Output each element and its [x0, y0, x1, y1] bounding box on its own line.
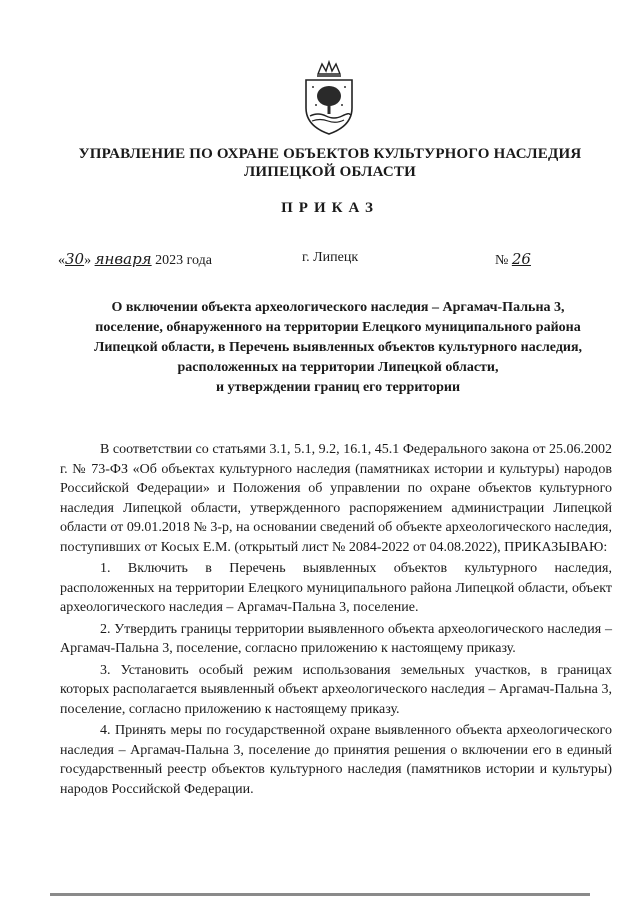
date-month: января: [94, 250, 152, 268]
heading-line: расположенных на территории Липецкой области,: [177, 360, 499, 375]
document-type: ПРИКАЗ: [281, 200, 379, 216]
date-open-quote: «: [58, 253, 65, 268]
order-item-4: 4. Принять меры по государственной охране выявленного объекта археологического наследия – Аргамач-Пальна 3, поселение до принятия решения о включении его в единый государственный реестр объектов культурного наследия (памятников истории и культуры) народов Российской Федерации.: [60, 723, 612, 797]
date-day: 30: [65, 250, 85, 268]
heading-line: О включении объекта археологического наследия – Аргамач-Пальна 3,: [111, 300, 565, 315]
number-label: №: [495, 253, 509, 268]
order-heading: [58, 298, 618, 398]
scan-edge-divider: [50, 893, 590, 896]
preamble-paragraph: В соответствии со статьями 3.1, 5.1, 9.2, 16.1, 45.1 Федерального закона от 25.06.2002 г. № 73-ФЗ «Об объектах культурного наследия (памятниках истории и культуры) народов Российской Федерации» и Положения об управлении по охране объектов культурного наследия Липецкой области, утвержденного распоряжением администрации Липецкой области от 09.01.2018 № 3-р, на основании сведений об объекте археологического наследия, поступивших от Косых Е.М. (открытый лист № 2084-2022 от 04.08.2022), ПРИКАЗЫВАЮ:: [60, 442, 612, 555]
order-date: [58, 250, 212, 269]
order-number: [495, 250, 531, 269]
heading-line: поселение, обнаруженного на территории Елецкого муниципального района: [95, 320, 581, 335]
date-year: 2023 года: [155, 253, 212, 268]
heading-line: и утверждении границ его территории: [215, 380, 461, 395]
coat-of-arms-icon: [298, 60, 360, 138]
organization-name-line1: УПРАВЛЕНИЕ ПО ОХРАНЕ ОБЪЕКТОВ КУЛЬТУРНОГО НАСЛЕДИЯ: [78, 146, 582, 162]
date-close-quote: »: [84, 253, 92, 268]
order-item-1: 1. Включить в Перечень выявленных объектов культурного наследия, расположенных на территории Елецкого муниципального района Липецкой области, объект археологического наследия – Аргамач-Пальна 3, поселение.: [60, 561, 612, 615]
order-city: г. Липецк: [302, 250, 359, 265]
order-body: [60, 440, 612, 799]
heading-line: Липецкой области, в Перечень выявленных объектов культурного наследия,: [93, 340, 583, 355]
organization-name-line2: ЛИПЕЦКОЙ ОБЛАСТИ: [244, 164, 416, 180]
order-item-3: 3. Установить особый режим использования земельных участков, в границах которых располагается выявленный объект археологического наследия – Аргамач-Пальна 3, поселение, согласно приложению к настоящему приказу.: [60, 662, 612, 717]
order-item-2: 2. Утвердить границы территории выявленного объекта археологического наследия – Аргамач-Пальна 3, поселение, согласно приложению к настоящему приказу.: [60, 621, 612, 656]
number-value: 26: [511, 250, 531, 268]
